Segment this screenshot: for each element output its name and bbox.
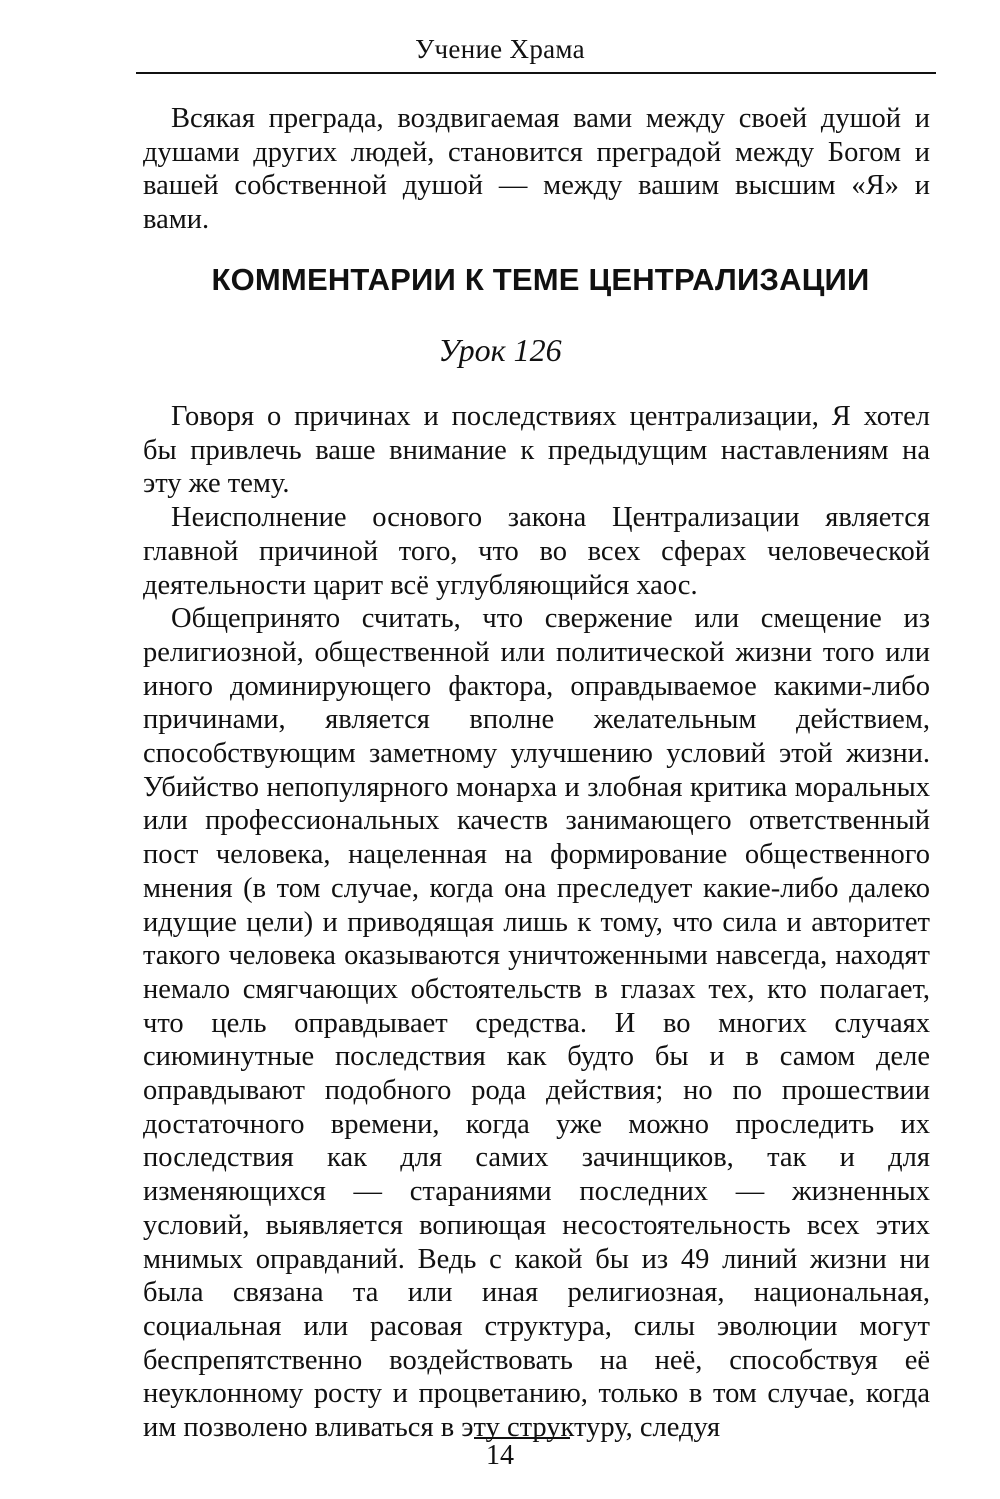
section-heading: КОММЕНТАРИИ К ТЕМЕ ЦЕНТРАЛИЗАЦИИ	[211, 262, 870, 297]
body-paragraph: Общепринято считать, что свержение или смещение из религиозной, общественной или политической жизни того или иного доминирующего фактора, оправдываемое какими-либо причинами, является вполне желательным действием, способствующим заметному улучшению условий этой жизни. Убийство непопулярного монарха и злобная критика моральных или профессиональных качеств занимающего ответственный пост человека, нацеленная на формирование общественного мнения (в том случае, когда она преследует какие-либо далеко идущие цели) и приводящая лишь к тому, что сила и авторитет такого человека оказываются уничтоженными навсегда, находят немало смягчающих обстоятельств в глазах тех, кто полагает, что цель оправдывает средства. И во многих случаях сиюминутные последствия как будто бы и в самом деле оправдывают подобного рода действия; но по прошествии достаточного времени, когда уже можно проследить их последствия как для самих зачинщиков, так и для изменяющихся — стараниями последних — жизненных условий, выявляется вопиющая несостоятельность всех этих мнимых оправданий. Ведь с какой бы из 49 линий жизни ни была связана та или иная религиозная, национальная, социальная или расовая структура, силы эволюции могут беспрепятственно воздействовать на неё, способствуя её неуклонному росту и процветанию, только в том случае, когда им позволено вливаться в эту структуру, следуя	[143, 603, 930, 1444]
body-paragraph: Неисполнение основого закона Централизации является главной причиной того, что во всех сферах человеческой деятельности царит всё углубляющийся хаос.	[143, 502, 930, 601]
footer-rule	[474, 1437, 570, 1439]
body-text	[143, 400, 930, 1445]
intro-paragraph: Всякая преграда, воздвигаемая вами между своей душой и душами других людей, становится преградой между Богом и вашей собственной душой — между вашим высшим «Я» и вами.	[143, 103, 930, 236]
body-paragraph: Говоря о причинах и последствиях централизации, Я хотел бы привлечь ваше внимание к предыдущим наставлениям на эту же тему.	[143, 401, 930, 500]
running-head-title: Учение Храма	[415, 34, 585, 64]
page-number: 14	[486, 1440, 514, 1471]
lesson-subtitle: Урок 126	[438, 332, 562, 368]
header-rule	[136, 72, 936, 74]
intro-block	[143, 102, 930, 237]
